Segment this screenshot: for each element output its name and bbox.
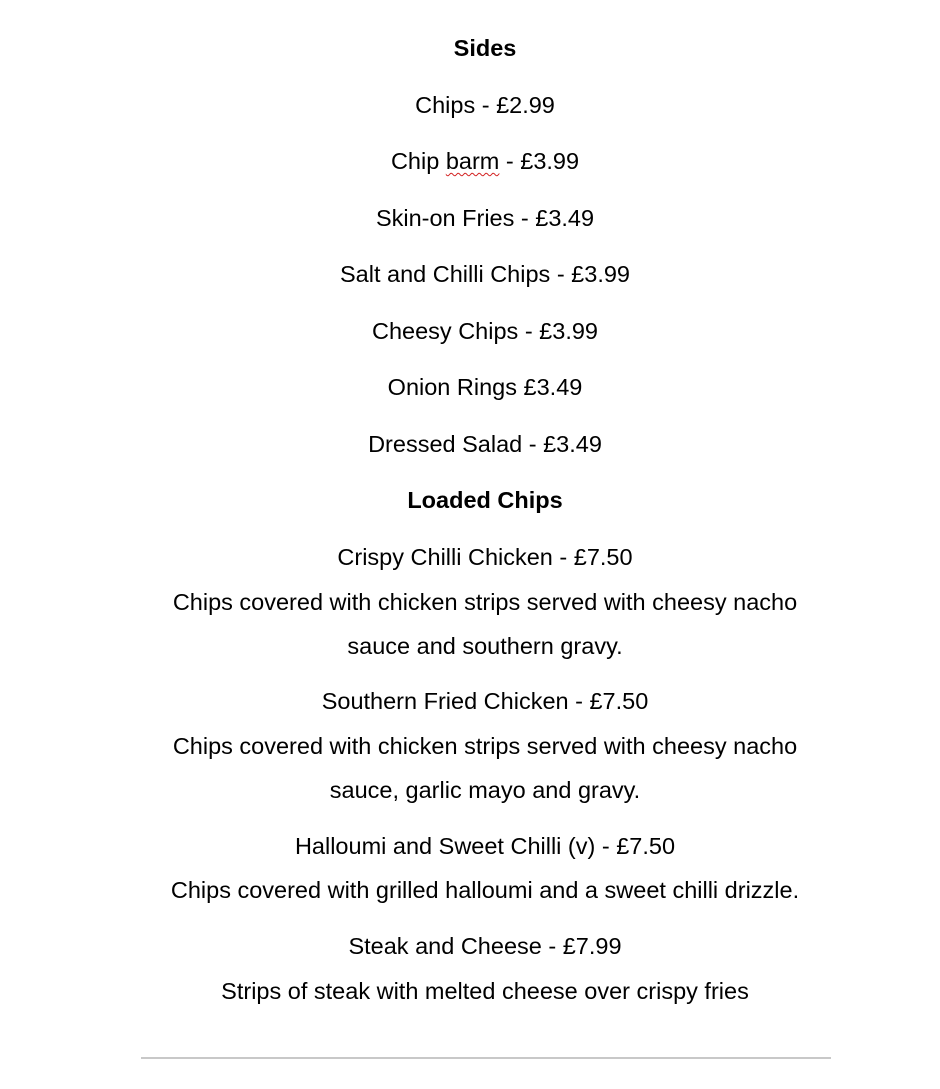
side-item-chips: Chips - £2.99	[415, 92, 555, 118]
item-description-line: sauce and southern gravy.	[347, 633, 623, 659]
loaded-item-southern-fried-chicken: Southern Fried Chicken - £7.50	[321, 688, 649, 714]
spelling-flagged-word[interactable]: barm	[445, 148, 500, 174]
item-description-line: sauce, garlic mayo and gravy.	[329, 777, 641, 803]
sides-heading: Sides	[453, 35, 517, 61]
side-item-onion-rings: Onion Rings £3.49	[387, 374, 583, 400]
loaded-item-halloumi-sweet-chilli: Halloumi and Sweet Chilli (v) - £7.50	[294, 833, 676, 859]
loaded-chips-heading: Loaded Chips	[407, 487, 563, 513]
loaded-item-crispy-chilli-chicken: Crispy Chilli Chicken - £7.50	[337, 544, 633, 570]
side-item-chip-barm	[0, 147, 940, 175]
chip-barm-text-start: Chip	[390, 148, 446, 174]
side-item-skin-on-fries: Skin-on Fries - £3.49	[375, 205, 595, 231]
item-description-line: Chips covered with grilled halloumi and a sweet chilli drizzle.	[170, 877, 800, 903]
chip-barm-price: - £3.99	[499, 148, 580, 174]
side-item-salt-chilli-chips: Salt and Chilli Chips - £3.99	[340, 261, 630, 287]
page-divider	[141, 1057, 831, 1059]
item-description-line: Chips covered with chicken strips served with cheesy nacho	[172, 733, 798, 759]
side-item-cheesy-chips: Cheesy Chips - £3.99	[372, 318, 598, 344]
item-description-line: Chips covered with chicken strips served with cheesy nacho	[172, 589, 798, 615]
item-description-line: Strips of steak with melted cheese over crispy fries	[221, 978, 749, 1004]
loaded-item-steak-and-cheese: Steak and Cheese - £7.99	[348, 933, 622, 959]
side-item-dressed-salad: Dressed Salad - £3.49	[368, 431, 602, 457]
